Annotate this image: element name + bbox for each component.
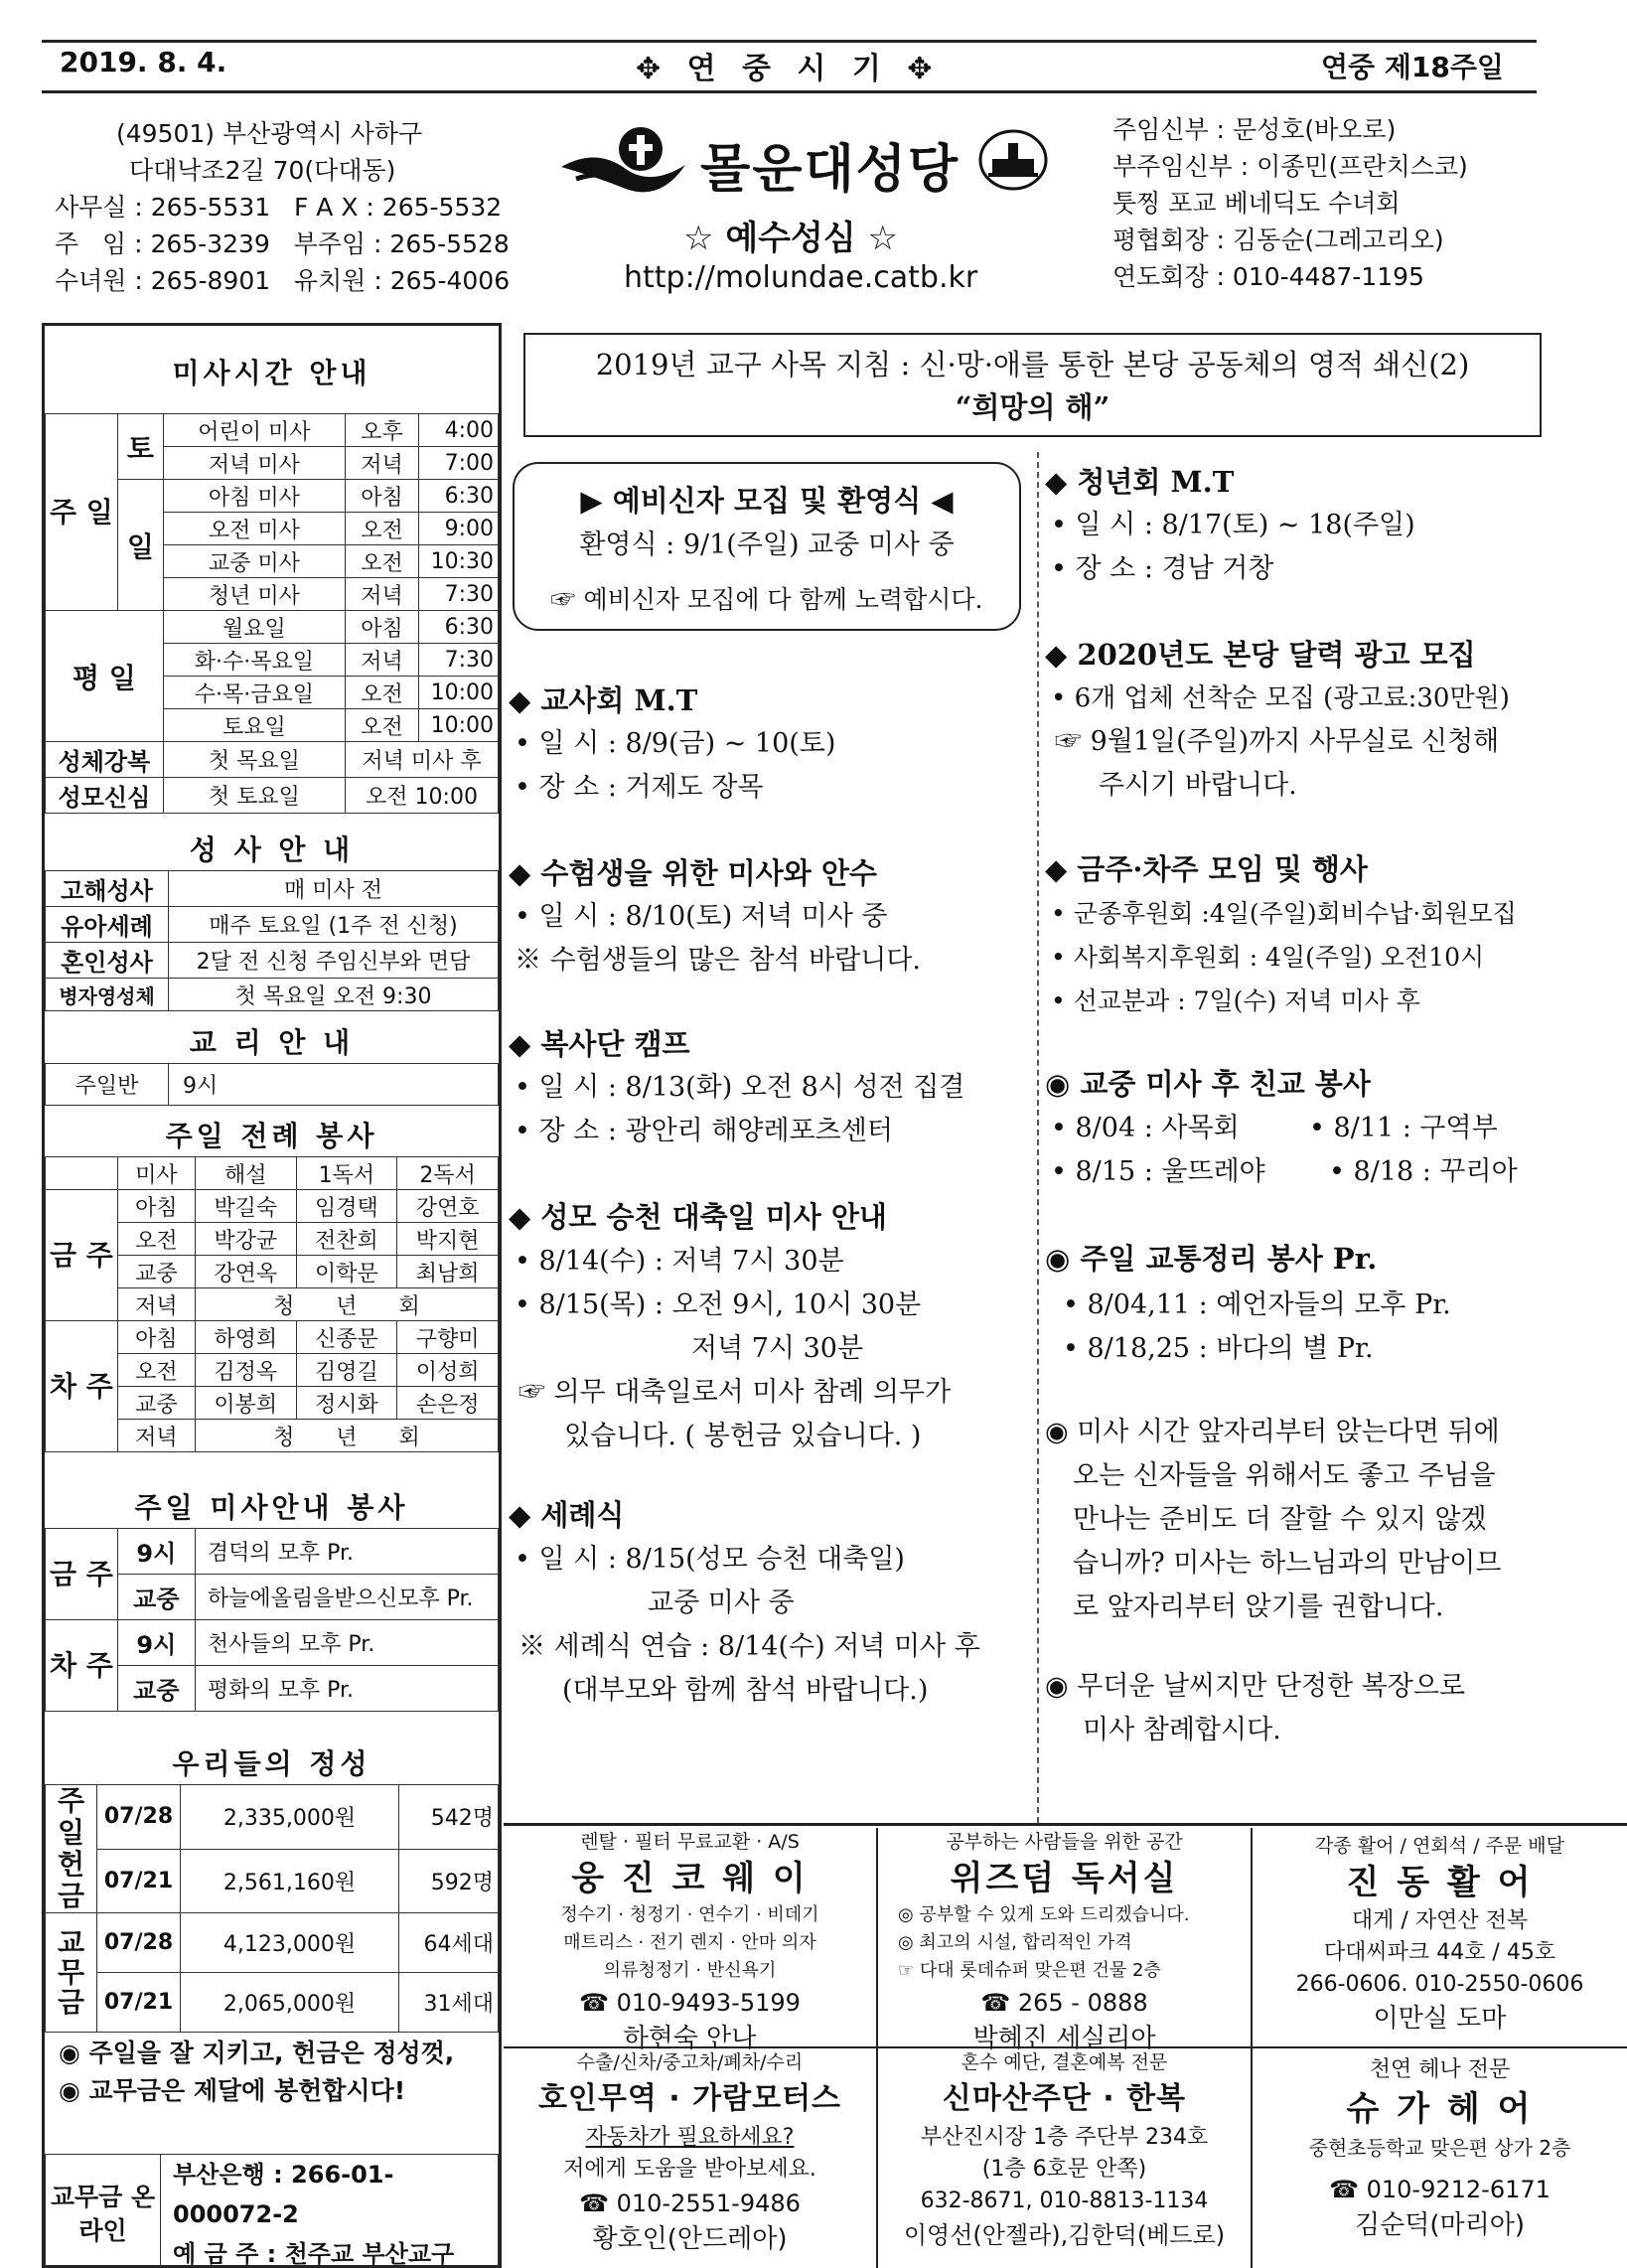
offering-date: 07/28 [97,1785,181,1850]
liturgy-cell: 아침 [117,1190,195,1223]
fellowship-line: • 8/11 : 구역부 [1309,1113,1498,1143]
dress-note: 미사 참례합시다. [1083,1715,1281,1745]
altar-camp-date: • 일 시 : 8/13(화) 오전 8시 성전 집결 [515,1072,965,1103]
sunday-offering-label: 주일 헌금 [46,1785,97,1913]
sunday-label: 주 일 [46,414,118,611]
offering-note: ◉ 주일을 잘 지키고, 헌금은 정성껏, [59,2039,455,2067]
offering-count: 592명 [399,1849,499,1913]
ad-title: 진 동 활 어 [1346,1863,1534,1902]
mass-time: 9:00 [419,513,499,545]
ad-tagline: 공부하는 사람들을 위한 공간 [946,1831,1183,1853]
ad-sugar-hair [1253,2048,1627,2268]
online-dues-table [45,2154,499,2268]
liturgy-cell: 박길숙 [195,1190,296,1223]
sacrament-info: 매주 토요일 (1주 전 신청) [169,907,499,943]
seating-note: 습니까? 미사는 하느님과의 만남이므 [1073,1548,1502,1579]
phone-pastor: 주 임 : 265-3239 부주임 : 265-5528 [55,229,510,258]
marian-label: 성모신심 [46,778,164,814]
mass-time: 6:30 [419,480,499,513]
catechism-time: 9시 [169,1064,499,1106]
bulletin-date: 2019. 8. 4. [60,46,227,78]
ad-line: (1층 6호문 안쪽) [981,2157,1147,2182]
liturgy-cell: 저녁 [117,1288,195,1321]
address-line: (49501) 부산광역시 사하구 [116,119,423,148]
fellowship-line: • 8/04 : 사목회 [1051,1113,1240,1143]
catechumen-recruit: ☞ 예비신자 모집에 다 함께 노력합시다. [550,585,983,614]
ad-tagline: 혼수 예단, 결혼예복 전문 [961,2051,1168,2073]
assumption-line: 있습니다. ( 봉헌금 있습니다. ) [564,1421,922,1451]
clergy-line: 주임신부 : 문성호(바오로) [1112,115,1397,144]
ad-hoin-trading [504,2048,878,2268]
sacrament-info: 매 미사 전 [169,871,499,907]
mass-name: 화·수·목요일 [163,644,345,677]
mass-time: 6:30 [419,611,499,644]
offering-table [45,1784,499,2033]
catechism-table [45,1063,499,1106]
marian-time: 오전 10:00 [346,778,499,814]
ad-phone: ☎ 010-2551-9486 [579,2190,801,2217]
mass-time: 7:30 [419,644,499,677]
fellowship-line: • 8/15 : 울뜨레야 [1051,1156,1265,1187]
ad-phone: ☎ 010-9493-5199 [579,1989,801,2017]
ad-title: 위즈덤 독서실 [950,1859,1179,1898]
mass-period: 오전 [346,513,419,545]
sacraments-title: 성 사 안 내 [189,833,355,866]
mass-period: 오후 [346,414,419,447]
dress-note: ◉ 무더운 날씨지만 단정한 복장으로 [1045,1671,1466,1702]
ad-title: 웅 진 코 웨 이 [571,1859,809,1898]
phone-office: 사무실 : 265-5531 F A X : 265-5532 [55,193,503,222]
liturgy-cell: 강연호 [397,1190,499,1223]
traffic-line: • 8/18,25 : 바다의 별 Pr. [1063,1333,1374,1364]
offering-note: ◉ 교무금은 제달에 봉헌합시다! [59,2076,406,2105]
guide-mass: 9시 [117,1529,195,1575]
exam-mass-note: ※ 수험생들의 많은 참석 바랍니다. [515,945,921,976]
mass-time: 7:00 [419,447,499,480]
assumption-line: • 8/15(목) : 오전 9시, 10시 30분 [515,1289,922,1320]
church-name: 몰운대성당 [700,140,961,200]
liturgy-header: 1독서 [296,1157,397,1190]
liturgy-header: 미사 [117,1157,195,1190]
ad-wisdom-library [878,1828,1253,2053]
mass-period: 오전 [346,677,419,709]
liturgy-cell: 이학문 [296,1256,397,1288]
sacrament-name: 유아세례 [46,907,169,943]
ad-line: 의류청정기 · 반신욕기 [603,1960,777,1981]
phone-convent: 수녀원 : 265-8901 유치원 : 265-4006 [55,266,511,295]
mass-name: 토요일 [163,709,345,742]
ad-line: 다대씨파크 44호 / 45호 [1323,1940,1556,1965]
liturgy-cell: 강연옥 [195,1256,296,1288]
pastoral-guideline: 2019년 교구 사목 지침 : 신·망·애를 통한 본당 공동체의 영적 쇄신(2) [595,348,1470,381]
assumption-line: • 8/14(수) : 저녁 7시 30분 [515,1246,844,1277]
sacrament-name: 병자영성체 [46,979,169,1011]
guide-title: 주일 미사안내 봉사 [134,1491,409,1524]
mass-name: 저녁 미사 [163,447,345,480]
teachers-mt-title: ◆ 교사회 M.T [509,683,698,717]
weekday-label: 평 일 [46,611,164,742]
liturgy-cell: 이성희 [397,1354,499,1387]
liturgy-cell: 교중 [117,1387,195,1420]
youth-group-cell: 청 년 회 [195,1420,498,1452]
clergy-line: 평협회장 : 김동순(그레고리오) [1112,226,1444,254]
liturgy-table [45,1156,499,1452]
mass-period: 저녁 [346,578,419,611]
seating-note: 만나는 준비도 더 잘할 수 있지 않겠 [1073,1504,1487,1535]
bank-account: 부산은행 : 266-01-000072-2 [173,2161,394,2228]
ad-tagline: 렌탈 · 필터 무료교환 · A/S [580,1831,800,1853]
ad-title: 호인무역 · 가람모터스 [537,2081,842,2116]
ad-line: 매트리스 · 전기 렌지 · 안마 의자 [563,1932,816,1953]
benediction-label: 성체강복 [46,742,164,778]
sacrament-name: 혼인성사 [46,943,169,979]
liturgy-cell: 아침 [117,1321,195,1354]
exam-mass-date: • 일 시 : 8/10(토) 저녁 미사 중 [515,901,888,932]
parish-dues-label: 교 무 금 [46,1913,97,2033]
mass-time: 4:00 [419,414,499,447]
church-logo-icon [556,117,695,207]
youth-mt-title: ◆ 청년회 M.T [1045,465,1235,499]
liturgy-header: 2독서 [397,1157,499,1190]
assumption-line: ☞ 의무 대축일로서 미사 참례 의무가 [518,1377,952,1408]
ads-rule [504,1823,1627,1826]
seating-note: ◉ 미사 시간 앞자리부터 앉는다면 뒤에 [1045,1417,1500,1447]
guide-praesidium: 하늘에올림을받으신모후 Pr. [195,1575,498,1620]
seating-note: 로 앞자리부터 앉기를 권합니다. [1073,1591,1444,1622]
youth-mt-place: • 장 소 : 경남 거창 [1051,553,1274,584]
ad-line: 자동차가 필요하세요? [585,2125,795,2150]
offering-date: 07/21 [97,1973,181,2033]
liturgy-cell: 신종문 [296,1321,397,1354]
sacrament-name: 고해성사 [46,871,169,907]
ad-line: ◎ 공부할 수 있게 도와 드리겠습니다. [898,1904,1190,1925]
this-week-label: 금 주 [46,1190,118,1321]
sacrament-info: 2달 전 신청 주임신부와 면담 [169,943,499,979]
assumption-line: 저녁 7시 30분 [691,1333,864,1364]
ad-tagline: 수출/신차/중고차/폐차/수리 [576,2051,804,2073]
ad-owner: 하현숙 안나 [623,2024,757,2053]
seating-note: 오는 신자들을 위해서도 좋고 주님을 [1073,1460,1496,1491]
mass-times-title: 미사시간 안내 [172,357,371,389]
clergy-line: 부주임신부 : 이종민(프란치스코) [1112,152,1468,181]
liturgy-cell: 이봉희 [195,1387,296,1420]
church-motto: ☆ 예수성심 ☆ [683,219,899,258]
liturgy-cell: 박지현 [397,1223,499,1256]
liturgy-header: 해설 [195,1157,296,1190]
liturgy-cell: 최남희 [397,1256,499,1288]
liturgy-cell: 하영희 [195,1321,296,1354]
ad-line: 중현초등학교 맞은편 상가 2층 [1308,2136,1571,2160]
liturgy-cell: 김영길 [296,1354,397,1387]
benediction-time: 저녁 미사 후 [346,742,499,778]
ad-owner: 이만실 도마 [1373,2004,1507,2034]
mass-period: 저녁 [346,644,419,677]
offering-title: 우리들의 정성 [172,1747,371,1780]
meeting-line: • 군종후원회 :4일(주일)회비수납·회원모집 [1051,899,1517,928]
confirmation-line: (대부모와 함께 참석 바랍니다.) [562,1675,929,1706]
offering-amount: 2,335,000원 [181,1785,399,1850]
youth-mt-date: • 일 시 : 8/17(토) ~ 18(주일) [1051,510,1415,540]
online-dues-label: 교무금 온라인 [46,2155,161,2268]
ad-phone: ☎ 010-9212-6171 [1329,2176,1551,2203]
pastoral-theme: “희망의 해” [955,390,1110,424]
mass-period: 오전 [346,709,419,742]
liturgy-cell: 오전 [117,1223,195,1256]
ad-line: 632-8671, 010-8813-1134 [920,2189,1209,2213]
liturgy-cell: 전찬희 [296,1223,397,1256]
offering-notes [59,2035,454,2110]
liturgical-season: ✥ 연 중 시 기 ✥ [636,52,941,86]
offering-count: 64세대 [399,1913,499,1973]
teachers-mt-date: • 일 시 : 8/9(금) ~ 10(토) [515,728,836,759]
guide-mass: 9시 [117,1620,195,1666]
traffic-title: ◉ 주일 교통정리 봉사 Pr. [1045,1242,1378,1276]
catechism-title: 교 리 안 내 [189,1026,355,1059]
ad-tagline: 각종 활어 / 연회석 / 주문 배달 [1315,1835,1564,1857]
ad-line: ☞ 다대 롯데슈퍼 맞은편 건물 2층 [898,1960,1161,1981]
liturgy-title: 주일 전례 봉사 [165,1120,378,1152]
next-week-label: 차 주 [46,1321,118,1452]
account-holder: 예 금 주 : 천주교 부산교구 [173,2240,455,2268]
ad-coway [504,1828,878,2053]
teachers-mt-place: • 장 소 : 거제도 장목 [515,772,764,803]
liturgy-cell: 구향미 [397,1321,499,1354]
ad-owner: 이영선(안젤라),김한덕(베드로) [903,2221,1226,2249]
guide-praesidium: 겸덕의 모후 Pr. [195,1529,498,1575]
ad-line: 부산진시장 1층 주단부 234호 [920,2125,1209,2150]
mass-name: 수·목·금요일 [163,677,345,709]
ad-tagline: 천연 헤나 전문 [1369,2057,1511,2082]
liturgy-cell: 박강균 [195,1223,296,1256]
catechumen-ceremony: 환영식 : 9/1(주일) 교중 미사 중 [579,529,955,560]
ad-owner: 김순덕(마리아) [1355,2210,1525,2240]
meetings-title: ◆ 금주·차주 모임 및 행사 [1045,852,1368,886]
column-divider [1037,452,1039,1823]
mass-time: 10:30 [419,545,499,578]
ad-owner: 박혜진 세실리아 [972,2024,1156,2053]
confirmation-line: ※ 세례식 연습 : 8/14(수) 저녁 미사 후 [518,1631,980,1662]
clergy-line: 툿찡 포교 베네딕도 수녀회 [1112,189,1401,218]
assumption-title: ◆ 성모 승천 대축일 미사 안내 [509,1200,887,1234]
traffic-line: • 8/04,11 : 예언자들의 모후 Pr. [1063,1289,1451,1320]
offering-amount: 2,561,160원 [181,1849,399,1913]
benediction-day: 첫 목요일 [163,742,345,778]
next-week-label: 차 주 [46,1620,118,1712]
offering-amount: 2,065,000원 [181,1973,399,2033]
mass-name: 월요일 [163,611,345,644]
altar-camp-place: • 장 소 : 광안리 해양레포츠센터 [515,1116,893,1146]
liturgy-cell: 오전 [117,1354,195,1387]
ad-line: 266-0606. 010-2550-0606 [1295,1972,1584,1997]
exam-mass-title: ◆ 수험생을 위한 미사와 안수 [509,856,877,890]
clergy-line: 연도회장 : 010-4487-1195 [1112,262,1424,291]
mass-time: 7:30 [419,578,499,611]
ad-line: 대게 / 자연산 전복 [1351,1908,1529,1933]
fellowship-line: • 8/18 : 꾸리아 [1329,1156,1518,1187]
left-info-column [42,323,502,2268]
ad-owner: 황호인(안드레아) [592,2224,788,2254]
catechumen-title: ▶ 예비신자 모집 및 환영식 ◀ [580,484,954,518]
confirmation-line: • 일 시 : 8/15(성모 승천 대축일) [515,1544,905,1575]
ad-phone: ☎ 265 - 0888 [980,1989,1148,2017]
calendar-ad-line: 주시기 바랍니다. [1099,770,1297,801]
mass-name: 오전 미사 [163,513,345,545]
mass-times-table [45,413,499,814]
church-address [55,115,510,299]
marian-day: 첫 토요일 [163,778,345,814]
mass-time: 10:00 [419,677,499,709]
guide-praesidium: 천사들의 모후 Pr. [195,1620,498,1666]
ad-line: 정수기 · 청정기 · 연수기 · 비데기 [560,1904,819,1925]
ad-line: 저에게 도움을 받아보세요. [563,2157,816,2182]
ad-title: 슈 가 헤 어 [1346,2089,1534,2129]
offering-date: 07/28 [97,1913,181,1973]
catechism-label: 주일반 [46,1064,169,1106]
confirmation-title: ◆ 세례식 [509,1498,625,1532]
church-building-icon [978,129,1048,191]
guide-praesidium: 평화의 모후 Pr. [195,1666,498,1712]
liturgy-cell: 저녁 [117,1420,195,1452]
meeting-line: • 선교분과 : 7일(수) 저녁 미사 후 [1051,986,1420,1015]
calendar-ad-line: • 6개 업체 선착순 모집 (광고료:30만원) [1051,683,1510,713]
sacraments-table [45,870,499,1011]
liturgy-cell: 손은정 [397,1387,499,1420]
sunday-day-label: 일 [117,480,163,611]
offering-count: 31세대 [399,1973,499,2033]
youth-group-cell: 청 년 회 [195,1288,498,1321]
mass-period: 아침 [346,611,419,644]
meeting-line: • 사회복지후원회 : 4일(주일) 오전10시 [1051,943,1485,972]
address-line: 다대낙조2길 70(다대동) [129,156,396,185]
liturgy-cell: 임경택 [296,1190,397,1223]
this-week-label: 금 주 [46,1529,118,1620]
liturgy-cell: 정시화 [296,1387,397,1420]
offering-amount: 4,123,000원 [181,1913,399,1973]
guide-table [45,1528,499,1712]
ad-line: ◎ 최고의 시설, 합리적인 가격 [898,1932,1132,1953]
fellowship-title: ◉ 교중 미사 후 친교 봉사 [1045,1067,1371,1101]
mass-period: 오전 [346,545,419,578]
confirmation-line: 교중 미사 중 [648,1588,795,1618]
mass-period: 저녁 [346,447,419,480]
mass-time: 10:00 [419,709,499,742]
saturday-label: 토 [117,414,163,480]
ad-jindong-fish [1253,1828,1627,2046]
guide-mass: 교중 [117,1666,195,1712]
mass-name: 교중 미사 [163,545,345,578]
liturgy-cell: 김정옥 [195,1354,296,1387]
clergy-list [1112,111,1468,295]
mass-name: 어린이 미사 [163,414,345,447]
mass-name: 아침 미사 [163,480,345,513]
offering-count: 542명 [399,1785,499,1850]
offering-date: 07/21 [97,1849,181,1913]
ad-title: 신마산주단 · 한복 [942,2081,1187,2116]
liturgical-week: 연중 제18주일 [1321,51,1504,83]
mass-name: 청년 미사 [163,578,345,611]
calendar-ad-line: ☞ 9월1일(주일)까지 사무실로 신청해 [1055,726,1500,757]
altar-camp-title: ◆ 복사단 캠프 [509,1027,690,1061]
liturgy-cell: 교중 [117,1256,195,1288]
sacrament-info: 첫 목요일 오전 9:30 [169,979,499,1011]
ad-sinmasan-hanbok [878,2048,1253,2268]
calendar-ad-title: ◆ 2020년도 본당 달력 광고 모집 [1045,638,1476,672]
guide-mass: 교중 [117,1575,195,1620]
mass-period: 아침 [346,480,419,513]
church-website[interactable]: http://molundae.catb.kr [624,260,978,295]
